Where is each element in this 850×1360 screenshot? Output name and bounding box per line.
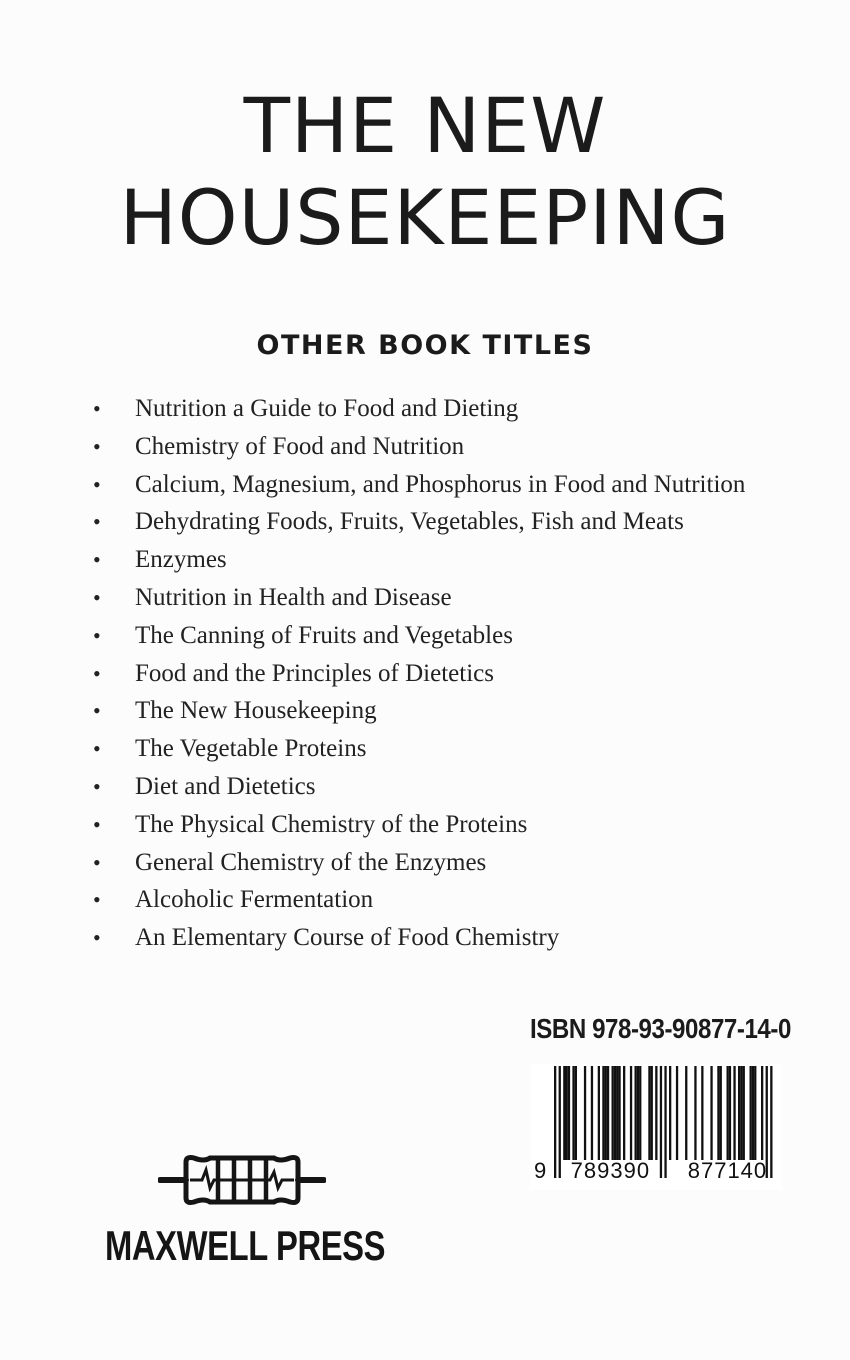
list-item: • Alcoholic Fermentation [90, 881, 790, 919]
list-item: • Enzymes [90, 541, 790, 579]
publisher-name: MAXWELL PRESS [105, 1222, 386, 1269]
list-item: • The New Housekeeping [90, 692, 790, 730]
list-item: • General Chemistry of the Enzymes [90, 844, 790, 882]
barcode-bar [616, 1066, 618, 1160]
barcode-bar [754, 1066, 756, 1160]
barcode-bar [623, 1066, 625, 1160]
barcode-first-digit: 9 [534, 1158, 547, 1183]
other-titles-heading: OTHER BOOK TITLES [256, 330, 594, 361]
barcode-bar [651, 1066, 653, 1160]
list-item: • Diet and Dietetics [90, 768, 790, 806]
barcode-bar [738, 1066, 740, 1160]
isbn-label: ISBN 978-93-90877-14-0 [530, 1013, 791, 1044]
barcode-bar [729, 1066, 731, 1160]
barcode-bar [648, 1066, 650, 1160]
barcode-bar [637, 1066, 639, 1160]
barcode-bar [566, 1066, 568, 1160]
barcode-bar [572, 1066, 574, 1160]
barcode-bar [602, 1066, 604, 1160]
barcode-bar [563, 1066, 565, 1160]
barcode-bar [614, 1066, 616, 1160]
barcode-bar [618, 1066, 620, 1160]
barcode-bar [743, 1066, 745, 1160]
list-item: • The Physical Chemistry of the Proteins [90, 806, 790, 844]
barcode-number [534, 1158, 782, 1184]
barcode-bar [733, 1066, 735, 1160]
resistor-logo-icon [158, 1150, 326, 1210]
list-item: • An Elementary Course of Food Chemistry [90, 919, 790, 957]
barcode-bar [710, 1066, 712, 1160]
barcode-bar [639, 1066, 641, 1160]
list-item: • The Vegetable Proteins [90, 730, 790, 768]
list-item: • Chemistry of Food and Nutrition [90, 428, 790, 466]
barcode-right-group: 877140 [687, 1158, 768, 1183]
barcode-bar [605, 1066, 607, 1160]
barcode-bar [701, 1066, 703, 1160]
barcode-bar [676, 1066, 678, 1160]
isbn-barcode [530, 1064, 782, 1190]
barcode-left-group: 789390 [570, 1158, 651, 1183]
barcode-bar [727, 1066, 729, 1160]
barcode-bar [717, 1066, 719, 1160]
list-item: • The Canning of Fruits and Vegetables [90, 617, 790, 655]
barcode-bar [694, 1066, 696, 1160]
list-item: • Dehydrating Foods, Fruits, Vegetables, Fish and Meats [90, 503, 790, 541]
barcode-bar [761, 1066, 763, 1160]
barcode-bar [685, 1066, 687, 1160]
list-item: • Food and the Principles of Dietetics [90, 655, 790, 693]
barcode-bar [575, 1066, 577, 1160]
barcode-bar [655, 1066, 657, 1160]
barcode-bar [752, 1066, 754, 1160]
barcode-bar [669, 1066, 671, 1160]
barcode-bar [720, 1066, 722, 1160]
barcode-bar [607, 1066, 609, 1160]
book-title [0, 80, 850, 264]
book-title-line-1: THE NEW [243, 81, 607, 170]
barcode-bar [584, 1066, 586, 1160]
book-title-line-2: HOUSEKEEPING [119, 173, 731, 262]
other-titles-list [90, 390, 790, 957]
barcode-bar [740, 1066, 742, 1160]
barcode-bar [750, 1066, 752, 1160]
barcode-bar [630, 1066, 632, 1160]
barcode-bar [568, 1066, 570, 1160]
barcode-bar [635, 1066, 637, 1160]
list-item: • Nutrition in Health and Disease [90, 579, 790, 617]
list-item: • Calcium, Magnesium, and Phosphorus in Food and Nutrition [90, 466, 790, 504]
barcode-bar [591, 1066, 593, 1160]
list-item: • Nutrition a Guide to Food and Dieting [90, 390, 790, 428]
barcode-bar [612, 1066, 614, 1160]
barcode-bar [598, 1066, 600, 1160]
